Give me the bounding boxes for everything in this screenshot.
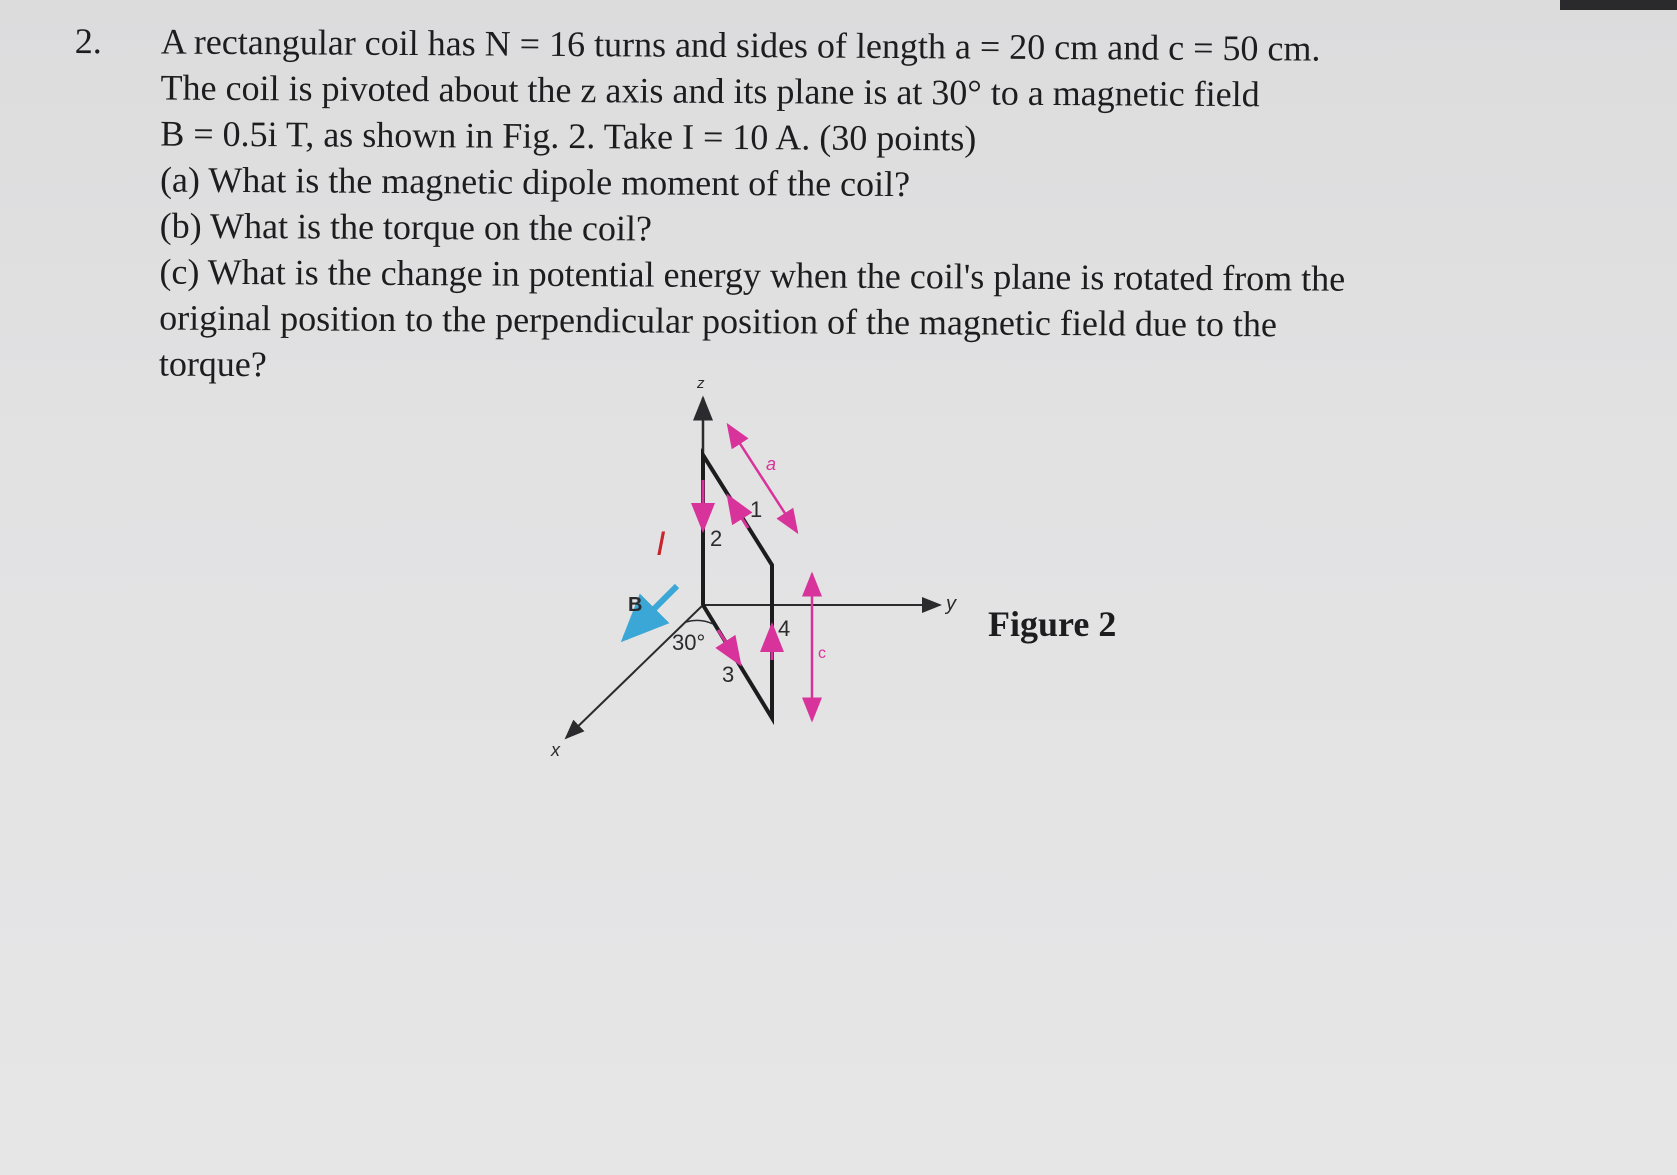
current-arrow-side-3 [718,630,740,664]
side-4-label: 4 [778,616,791,641]
question-c-line-3: torque? [158,343,267,385]
problem-text [159,19,1486,395]
problem-2 [74,18,1495,385]
z-axis-label: z [697,375,705,392]
side-a-label: a [766,454,777,474]
rectangular-coil [703,455,772,718]
problem-line-3: B = 0.5i T, as shown in Fig. 2. Take I = 10 A. (30 points) [160,113,977,159]
screen-edge [1560,0,1677,10]
side-3-label: 3 [722,662,735,687]
current-label: I [656,525,666,563]
y-axis-label: y [946,593,956,615]
side-1-label: 1 [750,497,763,522]
field-label: B [628,594,643,616]
coil-figure [540,370,1020,770]
problem-line-1: A rectangular coil has N = 16 turns and sides of length a = 20 cm and c = 50 cm. [160,21,1321,69]
angle-arc [686,620,713,624]
side-c-label: c [818,645,826,662]
question-c-line-1: (c) What is the change in potential energy when the coil's plane is rotated from the [159,251,1346,299]
problem-number: 2. [74,20,102,62]
angle-label: 30° [672,630,706,655]
question-a: (a) What is the magnetic dipole moment of the coil? [159,159,911,205]
question-b: (b) What is the torque on the coil? [159,205,653,249]
problem-line-2: The coil is pivoted about the z axis and its plane is at 30° to a magnetic field [160,67,1260,115]
dimension-arrow-a [728,425,797,532]
x-axis-label: x [551,740,560,760]
current-arrow-side-1 [728,496,748,528]
figure-caption: Figure 2 [988,604,1117,644]
question-c-line-2: original position to the perpendicular position of the magnetic field due to the [159,297,1278,345]
side-2-label: 2 [710,526,723,551]
